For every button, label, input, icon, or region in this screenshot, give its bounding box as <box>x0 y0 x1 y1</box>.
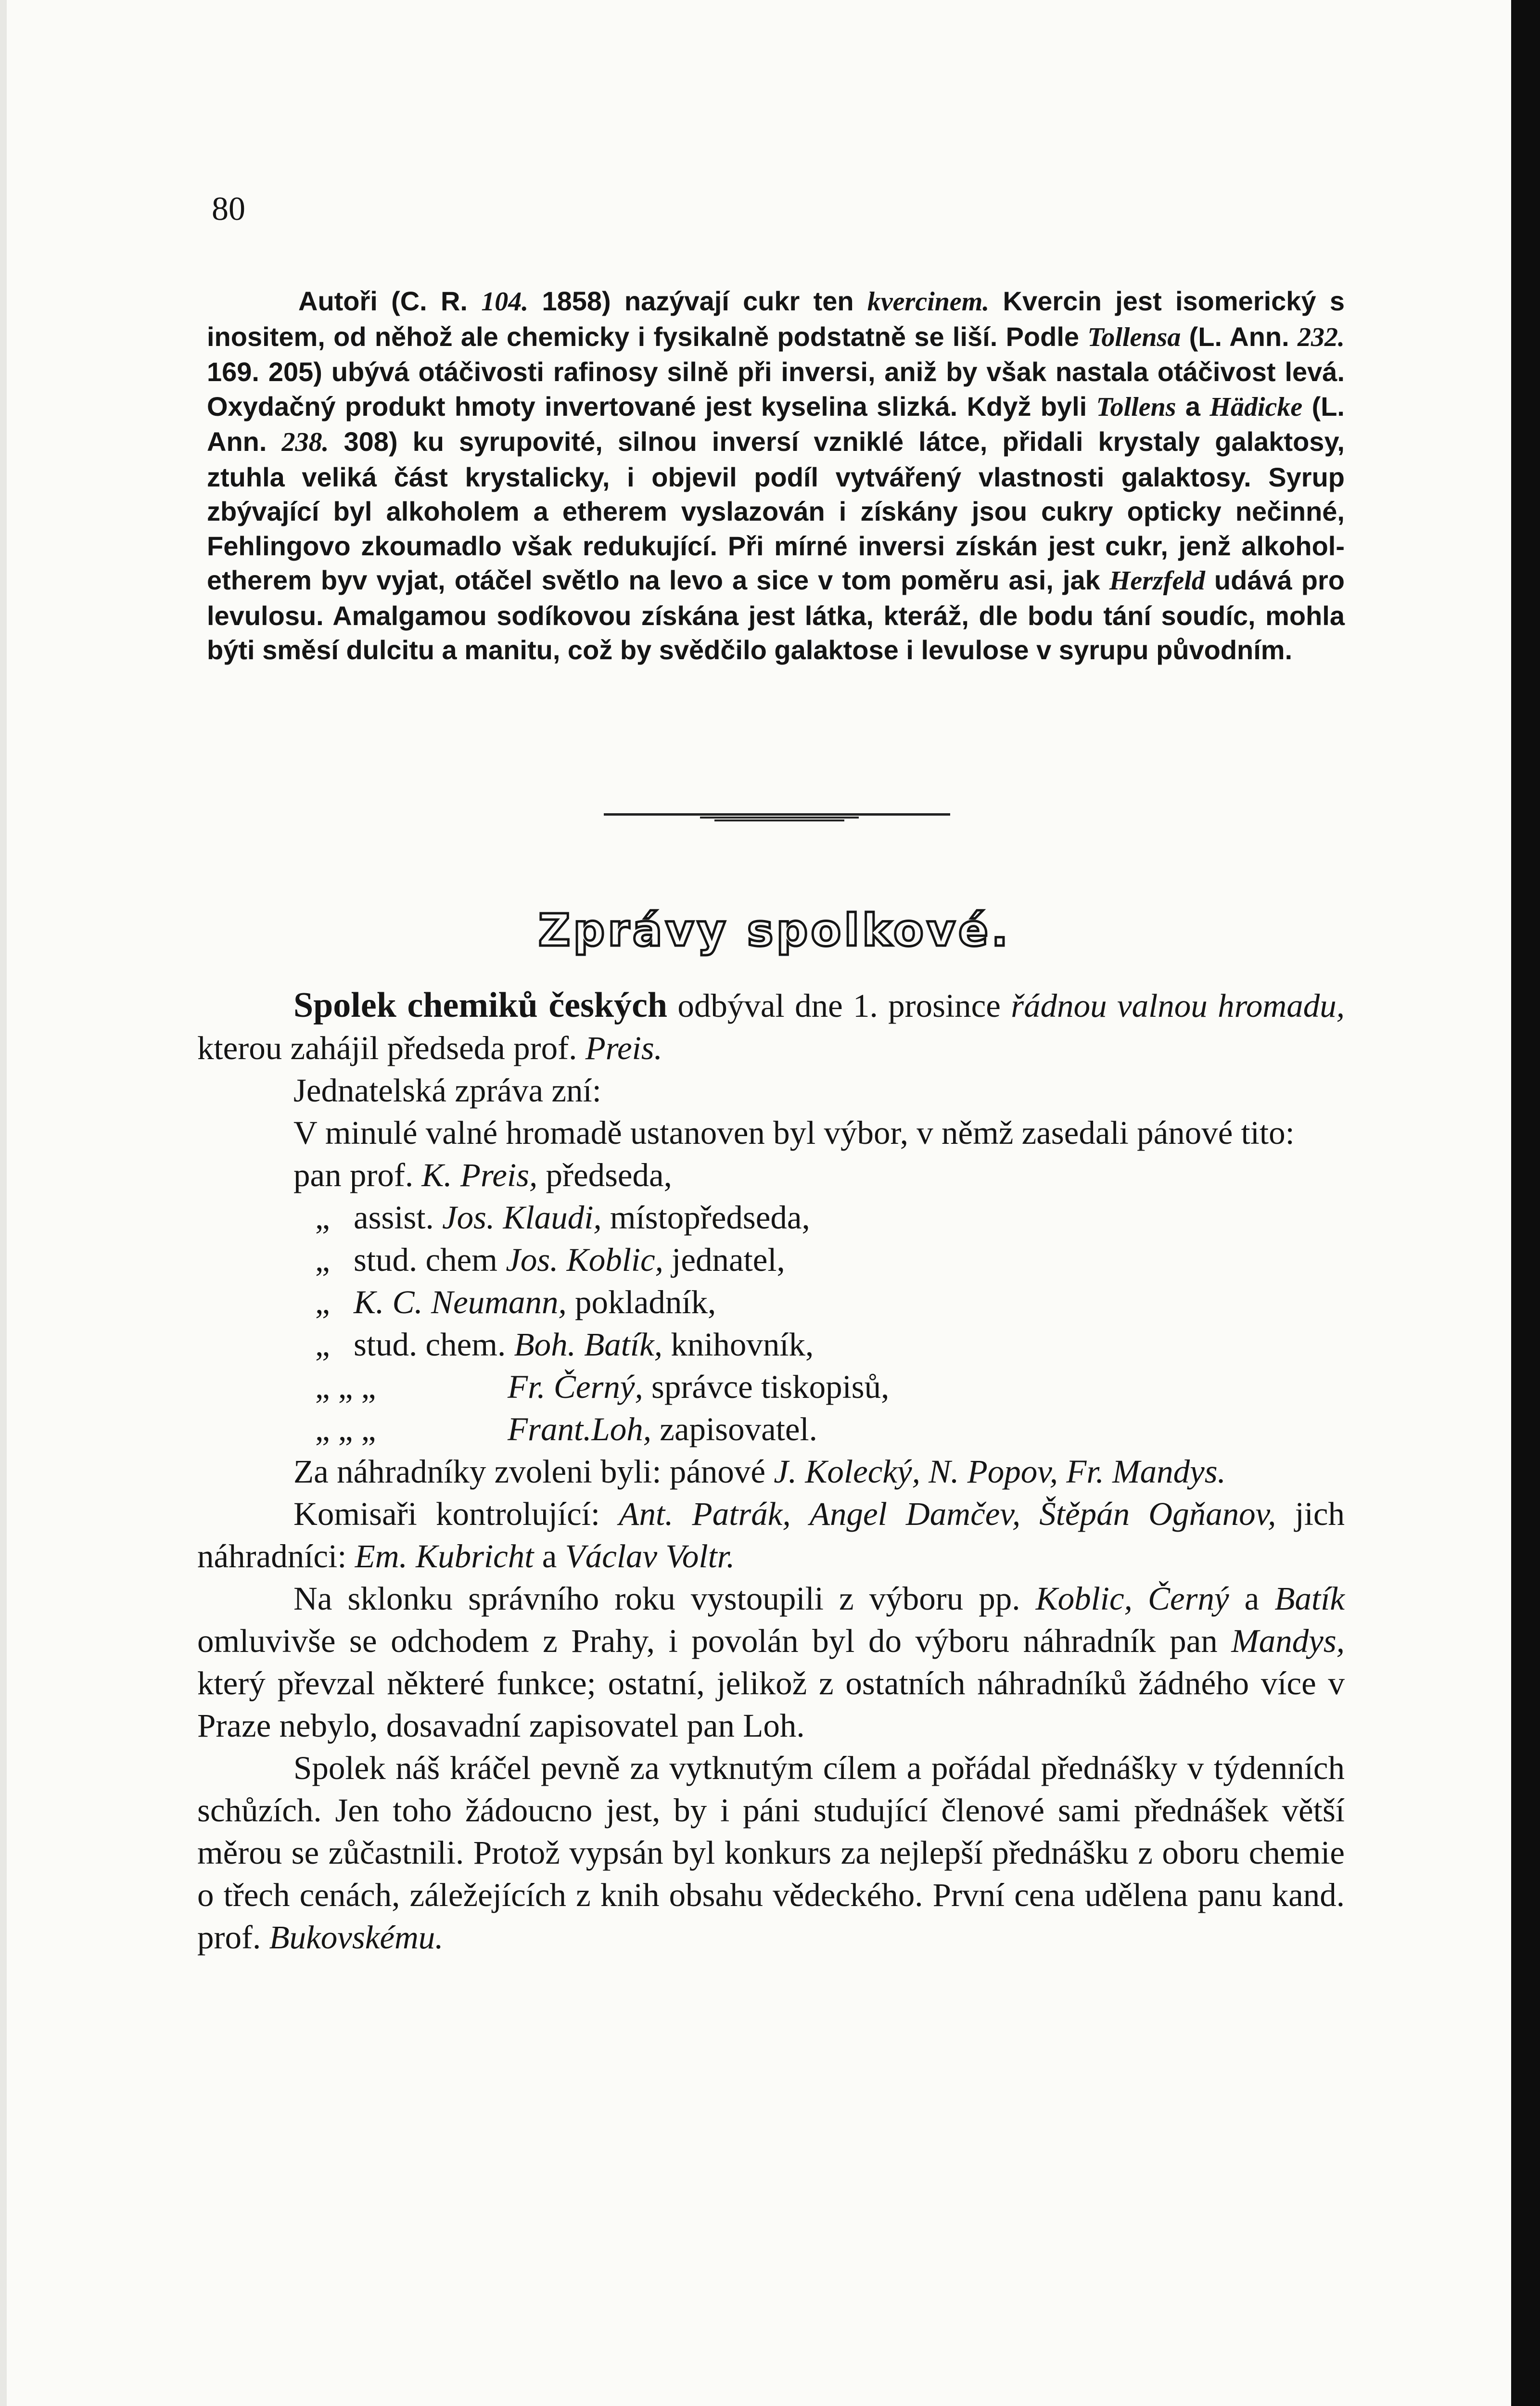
text-run: stud. chem. <box>354 1326 514 1363</box>
section-title: Zprávy spolkové. <box>538 905 1011 956</box>
text-run: Autoři (C. R. <box>298 286 482 316</box>
italic-text: Angel Damčev, <box>809 1496 1021 1532</box>
text-run: Na sklonku správního roku vystoupili z výboru pp. <box>293 1580 1036 1617</box>
italic-text: kvercinem. <box>867 287 990 317</box>
text-run: a <box>534 1538 565 1574</box>
italic-text: Hädicke <box>1209 392 1303 422</box>
text-run <box>1058 1453 1066 1490</box>
text-run: kterou zahájil předseda prof. <box>197 1030 585 1066</box>
text-run <box>791 1496 810 1532</box>
italic-text: Boh. Batík, <box>514 1326 662 1363</box>
italic-text: Koblic, <box>1035 1580 1133 1617</box>
italic-text: Em. Kubricht <box>355 1538 534 1574</box>
committee-member <box>197 1408 1345 1450</box>
ditto-mark: „ <box>315 1284 330 1320</box>
section-separator <box>604 811 950 822</box>
text-run: správce tiskopisů, <box>643 1369 890 1405</box>
ditto-mark: „ „ „ <box>315 1411 376 1447</box>
page-number: 80 <box>212 191 245 228</box>
italic-text: Tollens <box>1096 392 1176 422</box>
italic-text: Herzfeld <box>1109 566 1205 596</box>
italic-text: 104. <box>481 287 529 317</box>
text-run: (L. Ann. <box>1181 321 1298 352</box>
text-run: knihovník, <box>662 1326 814 1363</box>
italic-text: 238. <box>281 427 329 457</box>
committee-member <box>197 1323 1345 1366</box>
text-run <box>1133 1580 1148 1617</box>
italic-text: Černý <box>1147 1580 1229 1617</box>
italic-text: Batík <box>1274 1580 1345 1617</box>
text-run: 1858) nazývají cukr ten <box>528 286 867 316</box>
italic-text: Fr. Černý, <box>508 1369 643 1405</box>
paragraph-substitutes <box>197 1450 1345 1493</box>
text-run: 308) ku syrupovité, silnou inversí vzniklé látce, přidali krystaly galaktosy, ztuhla veliká část krystalicky, i objevil podíl vytvářený vlastnosti galaktosy. Syrup zbývající byl alkoholem a etherem vyslazován i získány jsou cukry opticky nečinné, Fehlingovo zkoumadlo však redukující. Při mírné inversi získán jest cukr, jenž alkohol-etherem byv vyjat, otáčel světlo na levo a sice v tom poměru asi, jak <box>207 426 1345 595</box>
committee-list <box>197 1154 1345 1450</box>
text-run: místopředseda, <box>601 1199 810 1236</box>
paragraph-meeting <box>197 984 1345 1069</box>
text-run: V minulé valné hromadě ustanoven byl výbor, v němž zasedali pánové tito: <box>293 1114 1295 1151</box>
ditto-mark: „ <box>315 1241 330 1278</box>
text-run: předseda, <box>537 1157 672 1193</box>
scan-edge <box>0 0 7 2406</box>
text-run: který převzal některé funkce; ostatní, jelikož z ostatních náhradníků žádného více v Praze nebylo, dosavadní zapisovatel pan Loh. <box>197 1665 1345 1744</box>
italic-text: N. Popov, <box>929 1453 1058 1490</box>
ditto-mark: „ „ „ <box>315 1369 376 1405</box>
committee-member <box>197 1366 1345 1408</box>
italic-text: Tollensa <box>1087 322 1181 352</box>
ditto-mark: „ <box>315 1326 330 1363</box>
text-run: pan prof. <box>293 1157 422 1193</box>
text-run: Komisaři kontrolující: <box>293 1496 619 1532</box>
text-run: omluvivše se odchodem z Prahy, i povolán byl do výboru náhradník pan <box>197 1623 1232 1659</box>
committee-member <box>197 1281 1345 1323</box>
text-run <box>920 1453 929 1490</box>
society-report <box>197 984 1345 1958</box>
text-run: udává pro levulosu. Amalgamou sodíkovou získána jest látka, kteráž, dle bodu tání soudíc, mohla býti směsí dulcitu a manitu, což by svědčilo galaktose i levulose v syrupu původním. <box>207 565 1345 665</box>
text-run: pokladník, <box>566 1284 716 1320</box>
paragraph-auditors <box>197 1493 1345 1577</box>
text-run: a <box>1229 1580 1275 1617</box>
text-run: Spolek náš kráčel pevně za vytknutým cílem a pořádal přednášky v týdenních schůzích. Jen toho žádoucno jest, by i páni studující členové sami přednášek větší měrou se zůčastnili. Protož vypsán byl konkurs za nejlepší přednášku z oboru chemie o třech cenách, záležejících z knih obsahu vědeckého. První cena udělena panu kand. prof. <box>197 1750 1345 1956</box>
text-run: 169. 205) ubývá otáčivosti rafinosy silně při inversi, aniž by však nastala otáčivost levá. Oxydačný produkt hmoty invertované jest kyselina slizká. Když byli <box>207 357 1345 422</box>
committee-member <box>197 1239 1345 1281</box>
italic-text: Bukovskému. <box>269 1919 444 1956</box>
italic-text: 232. <box>1298 322 1345 352</box>
italic-text: Frant.Loh, <box>508 1411 652 1447</box>
italic-text: Jos. Koblic, <box>506 1241 663 1278</box>
italic-text: Preis. <box>585 1030 662 1066</box>
previous-article-paragraph <box>207 284 1345 667</box>
previous-article-text <box>207 284 1345 667</box>
committee-member <box>197 1154 1345 1196</box>
italic-text: K. Preis, <box>421 1157 538 1193</box>
text-run: zapisovatel. <box>651 1411 817 1447</box>
text-run <box>1020 1496 1039 1532</box>
italic-text: řádnou valnou hromadu, <box>1011 987 1345 1024</box>
text-run: Kvercin jest isomerický s inositem, od něhož ale chemicky i fysikalně podstatně se liší. Podle <box>207 286 1345 352</box>
committee-member <box>197 1196 1345 1239</box>
italic-text: Mandys, <box>1231 1623 1345 1659</box>
text-run: jich náhradníci: <box>197 1496 1345 1574</box>
text-run: stud. chem <box>354 1241 506 1278</box>
italic-text: K. C. Neumann, <box>354 1284 567 1320</box>
italic-text: J. Kolecký, <box>774 1453 920 1490</box>
text-run: odbýval dne 1. prosince <box>667 987 1011 1024</box>
italic-text: Václav Voltr. <box>565 1538 735 1574</box>
text-run: (L. Ann. <box>207 391 1345 457</box>
paragraph-changes <box>197 1577 1345 1747</box>
italic-text: Ant. Patrák, <box>619 1496 791 1532</box>
text-run: a <box>1176 391 1210 422</box>
paragraph-report-heading <box>197 1069 1345 1112</box>
bold-text: Spolek chemiků českých <box>293 985 668 1025</box>
italic-text: Štěpán Ogňanov, <box>1039 1496 1276 1532</box>
text-run: Za náhradníky zvoleni byli: pánové <box>293 1453 774 1490</box>
text-run: jednatel, <box>663 1241 785 1278</box>
text-run: Jednatelská zpráva zní: <box>293 1072 601 1109</box>
italic-text: Jos. Klaudi, <box>442 1199 602 1236</box>
paragraph-committee-intro <box>197 1112 1345 1154</box>
ditto-mark: „ <box>315 1199 330 1236</box>
text-run: assist. <box>354 1199 443 1236</box>
paragraph-activities <box>197 1747 1345 1958</box>
italic-text: Fr. Mandys. <box>1066 1453 1226 1490</box>
